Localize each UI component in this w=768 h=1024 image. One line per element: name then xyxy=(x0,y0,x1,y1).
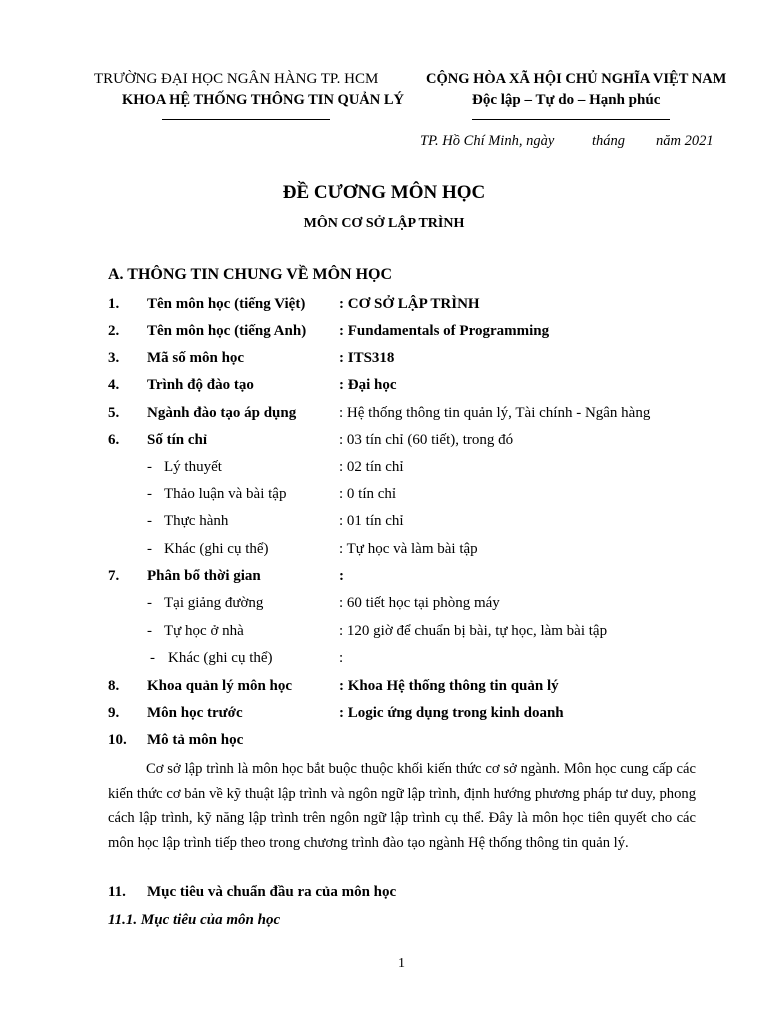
course-description: Cơ sở lập trình là môn học bắt buộc thuộc khối kiến thức cơ sở ngành. Môn học cung cấp các kiến thức cơ bản về kỹ thuật lập trình và ngôn ngữ lập trình, định hướng phương pháp tư duy, phong cách lập trình, kỹ năng lập trình trên ngôn ngữ lập trình cụ thể. Đây là môn học tiên quyết cho các môn học lập trình tiếp theo trong chương trình đào tạo ngành Hệ thống thông tin quản lý. xyxy=(108,761,696,851)
course-title: MÔN CƠ SỞ LẬP TRÌNH xyxy=(303,216,465,231)
page-number: 1 xyxy=(398,956,405,971)
date-year: năm 2021 xyxy=(656,133,714,149)
item-label: Trình độ đào tạo xyxy=(147,377,254,393)
subrow-value: : 02 tín chỉ xyxy=(339,459,404,475)
item-label: Mục tiêu và chuẩn đầu ra của môn học xyxy=(147,884,397,900)
subrow-label: Tại giảng đường xyxy=(164,595,264,611)
item-value: : Khoa Hệ thống thông tin quản lý xyxy=(339,678,559,694)
item-label: Tên môn học (tiếng Anh) xyxy=(147,323,307,339)
subrow-label: Khác (ghi cụ thể) xyxy=(164,541,269,557)
item-label: Môn học trước xyxy=(147,705,243,721)
item-number: 9. xyxy=(108,705,120,721)
item-number: 10. xyxy=(108,732,127,748)
subrow-value: : 01 tín chỉ xyxy=(339,513,404,529)
left-header-underline xyxy=(162,119,330,120)
item-value: : 03 tín chỉ (60 tiết), trong đó xyxy=(339,432,514,448)
item-label: Phân bổ thời gian xyxy=(147,568,261,584)
subrow-value: : xyxy=(339,650,344,666)
motto: Độc lập – Tự do – Hạnh phúc xyxy=(472,92,661,108)
item-number: 11. xyxy=(108,884,126,900)
item-number: 4. xyxy=(108,377,120,393)
subrow-dash: - xyxy=(147,486,152,502)
item-value: : xyxy=(339,568,344,584)
item-number: 8. xyxy=(108,678,120,694)
item-value: : CƠ SỞ LẬP TRÌNH xyxy=(339,296,480,312)
item-number: 7. xyxy=(108,568,120,584)
subrow-dash: - xyxy=(147,513,152,529)
item-label: Ngành đào tạo áp dụng xyxy=(147,405,297,421)
item-value: : Logic ứng dụng trong kinh doanh xyxy=(339,705,564,721)
subrow-value: : 120 giờ để chuẩn bị bài, tự học, làm bài tập xyxy=(339,623,608,639)
subrow-dash: - xyxy=(147,459,152,475)
subrow-dash: - xyxy=(147,595,152,611)
date-place: TP. Hồ Chí Minh, ngày xyxy=(420,133,555,149)
item-label: Tên môn học (tiếng Việt) xyxy=(147,296,306,312)
subheading-11-1: 11.1. Mục tiêu của môn học xyxy=(108,912,281,928)
item-value: : Đại học xyxy=(339,377,397,393)
subrow-dash: - xyxy=(150,650,155,666)
subrow-dash: - xyxy=(147,623,152,639)
faculty-name: KHOA HỆ THỐNG THÔNG TIN QUẢN LÝ xyxy=(122,92,404,108)
date-month: tháng xyxy=(592,133,626,149)
item-number: 3. xyxy=(108,350,120,366)
item-number: 6. xyxy=(108,432,120,448)
item-label: Khoa quản lý môn học xyxy=(147,678,293,694)
republic-name: CỘNG HÒA XÃ HỘI CHỦ NGHĨA VIỆT NAM xyxy=(426,71,727,87)
subrow-label: Thực hành xyxy=(164,513,229,529)
item-label: Mô tả môn học xyxy=(147,732,244,748)
item-number: 2. xyxy=(108,323,120,339)
item-value: : Hệ thống thông tin quản lý, Tài chính - Ngân hàng xyxy=(339,405,651,421)
item-label: Số tín chỉ xyxy=(147,432,208,448)
subrow-label: Thảo luận và bài tập xyxy=(164,486,287,502)
subrow-value: : 0 tín chỉ xyxy=(339,486,397,502)
subrow-label: Khác (ghi cụ thể) xyxy=(168,650,273,666)
item-number: 5. xyxy=(108,405,120,421)
section-a-heading: A. THÔNG TIN CHUNG VỀ MÔN HỌC xyxy=(108,266,393,283)
university-name: TRƯỜNG ĐẠI HỌC NGÂN HÀNG TP. HCM xyxy=(94,71,379,87)
item-number: 1. xyxy=(108,296,120,312)
subrow-value: : 60 tiết học tại phòng máy xyxy=(339,595,500,611)
item-value: : Fundamentals of Programming xyxy=(339,323,550,339)
item-label: Mã số môn học xyxy=(147,350,245,366)
right-header-underline xyxy=(472,119,670,120)
subrow-dash: - xyxy=(147,541,152,557)
document-title: ĐỀ CƯƠNG MÔN HỌC xyxy=(282,182,486,203)
subrow-label: Tự học ở nhà xyxy=(164,623,244,639)
item-value: : ITS318 xyxy=(339,350,395,366)
subrow-label: Lý thuyết xyxy=(164,459,222,475)
subrow-value: : Tự học và làm bài tập xyxy=(339,541,478,557)
